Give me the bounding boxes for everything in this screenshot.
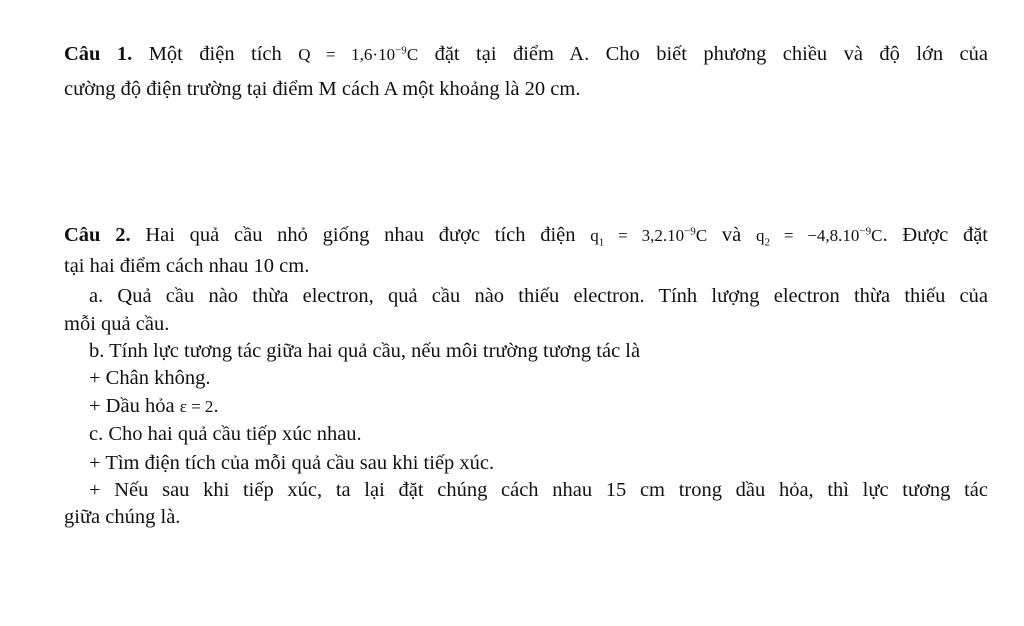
q1-line-2: cường độ điện trường tại điểm M cách A một khoảng là 20 cm. bbox=[64, 78, 581, 100]
q1-formula-exponent: −9 bbox=[395, 44, 407, 57]
q2-b-item2-math: ε = 2 bbox=[179, 397, 214, 416]
q2-b-item2-pre: + Dầu hỏa bbox=[89, 395, 180, 417]
q1-line-1 bbox=[64, 41, 988, 68]
q2-and-text: và bbox=[707, 224, 756, 246]
q1-label: Câu 1. bbox=[64, 43, 133, 65]
q2-q2-symbol: q bbox=[756, 226, 765, 245]
q2-line-1 bbox=[64, 222, 988, 249]
q2-line-2: tại hai điểm cách nhau 10 cm. bbox=[64, 255, 310, 277]
q1-charge-formula bbox=[298, 45, 418, 64]
q2-q2-subscript: 2 bbox=[764, 236, 770, 249]
q2-part-c-item-1: + Tìm điện tích của mỗi quả cầu sau khi tiếp xúc. bbox=[89, 452, 495, 474]
q2-label: Câu 2. bbox=[64, 224, 131, 246]
q2-text-pre: Hai quả cầu nhỏ giống nhau được tích điện bbox=[130, 224, 591, 246]
q2-charge-q1 bbox=[590, 225, 708, 249]
q2-part-c: c. Cho hai quả cầu tiếp xúc nhau. bbox=[89, 423, 362, 445]
q1-text-pre: Một điện tích bbox=[132, 43, 299, 65]
q2-q1-unit: C bbox=[695, 226, 708, 245]
q2-part-a-line-1: a. Quả cầu nào thừa electron, quả cầu nào thiếu electron. Tính lượng electron thừa thiếu của bbox=[89, 285, 988, 307]
q2-part-b-item-1: + Chân không. bbox=[89, 367, 211, 389]
q2-b-item2-post: . bbox=[213, 395, 219, 417]
q2-part-c-item-2-line-2: giữa chúng là. bbox=[64, 506, 181, 528]
q2-part-b-item-2 bbox=[89, 393, 219, 420]
q2-charge-q2 bbox=[756, 225, 883, 249]
q2-text-post: . Được đặt bbox=[882, 224, 988, 246]
q1-text-post: đặt tại điểm A. Cho biết phương chiều và độ lớn của bbox=[418, 43, 988, 65]
q2-q1-symbol: q bbox=[590, 226, 599, 245]
q1-formula-unit: C bbox=[406, 45, 419, 64]
q2-q1-value: = 3,2.10 bbox=[604, 226, 685, 245]
q1-formula-main: Q = 1,6·10 bbox=[298, 45, 396, 64]
q2-q1-exponent: −9 bbox=[684, 225, 696, 238]
q2-q2-exponent: −9 bbox=[859, 225, 872, 238]
q2-part-b: b. Tính lực tương tác giữa hai quả cầu, nếu môi trường tương tác là bbox=[89, 340, 641, 362]
q2-part-a-line-2: mỗi quả cầu. bbox=[64, 313, 170, 335]
q2-q2-value: = −4,8.10 bbox=[770, 226, 860, 245]
q2-q2-unit: C bbox=[871, 226, 883, 245]
q2-q1-subscript: 1 bbox=[598, 236, 605, 249]
q2-part-c-item-2-line-1: + Nếu sau khi tiếp xúc, ta lại đặt chúng cách nhau 15 cm trong dầu hỏa, thì lực tương tác bbox=[89, 479, 988, 501]
